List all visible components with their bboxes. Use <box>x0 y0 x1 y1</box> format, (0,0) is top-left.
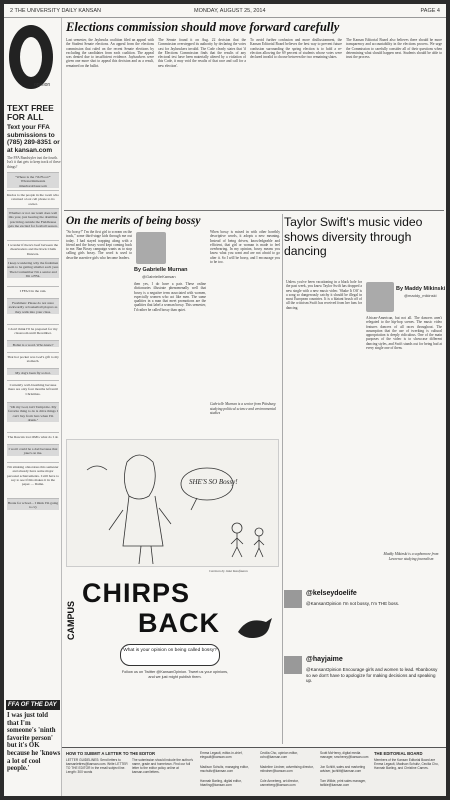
taylor-column: Unless you've been vacationing in a black hole for the past week, you know Taylor Swift has dropped a new single with a new music video. 'Shake It Off' is a song so dangerously catchy it should be illegal in most European countries. It is a blatant brush off of all the criticism Swift has received from her fans for dancing. <box>286 280 362 310</box>
ffa-message: I won't could be a dad because that joke's on me. <box>7 444 59 456</box>
bossy-column: then yes, I do have a pair. These online dictionaries illustrate phenomenally well that bossy is a negative term associated with women, especially women who act like men. The same qualities in a man that meet promotions are the qualities that label a woman bossy. This semester, I'd rather be called bossy than quiet. <box>134 282 206 312</box>
campus-chirps-question: What is your opinion on being called bossy? <box>120 644 220 666</box>
ffa-message: Freshmen: Please do not stare awkwardly at basketball players as they walk into your class. <box>7 298 59 314</box>
editorial-board-members: Members of the Kansan Editorial Board are Emma Legault, Madison Schultz, Cecilia Cho, Hannah Barling, and Christine Carnes. <box>374 758 439 770</box>
ffa-message: I don't think I'll be prepared for my classroom until December. <box>7 324 59 336</box>
ffa-of-the-day-heading: FFA OF THE DAY <box>6 700 60 710</box>
ffa-message: I'm stinking obnoxious this semester and already have some major personal achievements. I still have to say to see if this makes it in the paper. ... Damn. <box>7 462 59 486</box>
staff-contact: Emma Legault, editor-in-chief, elegault@kansan.com <box>200 751 243 759</box>
author-handle: @GabrielleKansan <box>142 274 176 279</box>
staff-contact: Jon Schlitt, sales and marketing adviser, jschlitt@kansan.com <box>320 765 366 773</box>
editorial-board-title: THE EDITORIAL BOARD <box>374 751 423 756</box>
campus-chirps-box <box>66 576 279 680</box>
ffa-message: That hot pocket was God's gift to my stomach. <box>7 352 59 364</box>
bird-icon <box>234 614 274 642</box>
taylor-swift-headline: Taylor Swift's music video shows diversity through dancing <box>284 215 423 258</box>
ffa-message: Kudos to the people in the room who returned a lost cell phone to its owner. <box>7 190 59 206</box>
column-divider <box>282 214 283 744</box>
cartoon-drawing-icon <box>67 440 280 568</box>
staff-contact: Madeline Lindner, advertising director, mlindner@kansan.com <box>260 765 314 773</box>
campus-chirps-campus-label: CAMPUS <box>66 600 76 640</box>
author-byline: By Maddy Mikinski <box>396 286 446 292</box>
campus-chirps-chirps-label: CHIRPS <box>82 578 191 608</box>
author-handle: @maddy_mikinski <box>404 293 437 298</box>
section-label: opinion <box>34 82 51 88</box>
ffa-message: The Rascals lost OMG what do I do <box>7 432 59 439</box>
avatar <box>284 590 302 608</box>
author-bio: Maddy Mikinski is a sophomore from Lawrence studying journalism <box>383 552 439 561</box>
masthead-paper-name: 2 THE UNIVERSITY DAILY KANSAN <box>10 8 101 14</box>
author-photo <box>136 232 166 264</box>
tweet-card <box>284 590 442 634</box>
editorial-column: The Senate found it on Aug. 22 decision that the Commission overstepped its authority by declaring the votes cast for Jayhawkers invalid. The Code clearly states that 'if the Elections Commission finds that the results of any electoral test have been materially altered by a violation of this Code, it may void the results of that race and call for a new election'. <box>158 38 246 68</box>
ffa-message: Bobut is a word. Who knew? <box>7 340 59 347</box>
speech-bubble-text: SHE'S SO Bossy! <box>189 478 238 486</box>
tweet-text: @KansanOpinion I'm not bossy, I'm THE boss. <box>306 601 400 606</box>
editorial-column: Last semester, the Jayhawks coalition filed an appeal with the Student Senate elections. An appeal from the elections commission that ruled on the recent Senate elections by excluding the candidates from each coalition. The appeal was denied due to insufficient evidence. Jayhawkers were given one more shot to appeal this decision and as a result, remained on the ballot. <box>66 38 154 68</box>
free-for-all-sidebar <box>4 18 62 796</box>
tweet-handle: @kelseydoelife <box>306 590 357 597</box>
ffa-message: "Oh my God, isn't Tempi me. My favorite thing to do is drive things I can't buy from bars when I'm drunk." <box>7 402 59 422</box>
campus-chirps-footer: Follow us on Twitter @KansanOpinion. Tweet us your opinions, and we just might publish them. <box>121 670 229 679</box>
editorial-headline: Elections commission should move forward carefully <box>66 20 340 34</box>
text-free-for-all-instructions: Text your FFA submissions to (785) 289-8351 or at kansan.com <box>7 124 60 154</box>
staff-contact: Scott McHenry, digital media manager, smchenry@kansan.com <box>320 751 369 759</box>
text-free-for-all-title: TEXT FREE FOR ALL <box>7 103 54 122</box>
avatar <box>284 656 302 674</box>
bossy-column: "So bossy!" I'm the first girl to scream on the track," some third-stage kids through me out today. I had stayed trapping along with a friend and the bossy word kept coming back to me. Ban Bossy campaign wants us to stop calling girls bossy. The word is used to describe assertive girls who become leaders. <box>66 230 132 260</box>
ffa-message: My dog's been fly so hot. <box>7 368 59 375</box>
ffa-message: Whether or not our team does well this year, just hearing the drumline practicing outside the Fieldhouse gets me excited for football season. <box>7 208 59 228</box>
letters-footer <box>62 747 446 796</box>
ffa-message: I keep wondering why the freshmen seem to be getting smaller each year. Then I remember I'm a senior and I'm a FFA. <box>7 258 59 278</box>
text-free-for-all-note: The FFA Bandstyler isnt the fourth. Isn't it that gets to keep track of these things? <box>7 156 61 169</box>
section-divider <box>64 210 444 211</box>
ffa-message: I FFA'd in the rain. <box>7 286 59 293</box>
author-byline: By Gabrielle Murnan <box>134 267 188 273</box>
ffa-message: I wonder if there's beef between the cheerleaders and the Rock Chalk Dancers. <box>7 240 59 256</box>
editorial-column: To avoid further confusion and more disillusionment, the Kansan Editorial Board believes the best way to prevent future confusion surrounding the spring election is to hold a re-election allowing the 69 percent of students whose votes were declared invalid to choose between the two remaining slates. <box>250 38 342 60</box>
cartoon-credit: Cartoon by Jake Kaufmann <box>209 569 248 573</box>
editorial-cartoon <box>66 439 279 567</box>
newspaper-page <box>4 4 446 796</box>
footer-title: HOW TO SUBMIT A LETTER TO THE EDITOR <box>66 751 156 756</box>
ffa-message: Currently wall-breathing because there are only four months left until Christmas. <box>7 380 59 396</box>
masthead-date: MONDAY, AUGUST 25, 2014 <box>194 8 266 14</box>
author-bio: Gabrielle Murnan is a senior from Pittsburg studying political science and environmental studies <box>210 402 277 415</box>
ffa-message: "Where is the 7th Floor?" Whoisvmtmeanis #merhardclassroom <box>7 172 59 188</box>
submission-note: The submission should include the author's name, grade and hometown. Find our full letter to the editor policy online at kansan.com/letters. <box>132 758 194 774</box>
masthead-page-number: PAGE 4 <box>420 8 440 14</box>
letter-guidelines: LETTER GUIDELINES: Send letters to kansanlettres@kansan.com. Write LETTER TO THE EDITOR in the email subject line. Length: 300 words <box>66 758 128 774</box>
tweet-card <box>284 656 442 716</box>
staff-contact: Hannah Barling, digital editor, hbarling@kansan.com <box>200 779 242 787</box>
bossy-headline: On the merits of being bossy <box>66 215 201 227</box>
author-photo <box>366 282 394 312</box>
opinion-logo-icon <box>5 21 61 95</box>
taylor-column: African-American, but not all. The dancers aren't relegated to the hip-hop scenes. The music video features dancers of all races throughout. The assumption that the use of twerking is cultural appropriation is deeply ridiculous. One of the main purposes of the video is to showcase different dancing styles, and Swift stands out for being bad at every single one of them. <box>366 316 442 351</box>
ffa-message: Break for school... I think I'm going to cry <box>7 498 59 510</box>
editorial-column: The Kansan Editorial Board also believes there should be more transparency and accountability in the elections process. We urge the Commission to carefully consider all of their questions when determining what should happen next. Students should be able to trust the process. <box>346 38 442 60</box>
campus-chirps-back-label: BACK <box>138 608 220 638</box>
bossy-column: When bossy is mixed in with other horribly descriptive words, it adopts a new meaning. Instead of being driven, knowledgeable and efficient, that girl or woman is made to feel overbearing. In my opinion, bossy means you know what you want and are not afraid to go after it. So I will be bossy, and I encourage you to be too. <box>210 230 280 265</box>
staff-contact: Madison Schultz, managing editor, mschultz@kansan.com <box>200 765 249 773</box>
staff-contact: Cole Anneberg, art director, canneberg@kansan.com <box>260 779 299 787</box>
ffa-of-the-day-quote: I was just told that I'm someone's 'ninth favorite person' but it's OK because he 'knows a lot of cool people.' <box>7 712 61 773</box>
staff-contact: Cecilia Cho, opinion editor, ccho@kansan.com <box>260 751 298 759</box>
tweet-text: @KansanOpinion Encourage girls and women to lead. #banbossy so we don't have to apologize for making decisions and speaking up. <box>306 667 438 683</box>
tweet-handle: @hayjaime <box>306 656 343 663</box>
masthead <box>4 4 446 18</box>
staff-contact: Tom Wilkie, print sales manager, twilkie@kansan.com <box>320 779 366 787</box>
